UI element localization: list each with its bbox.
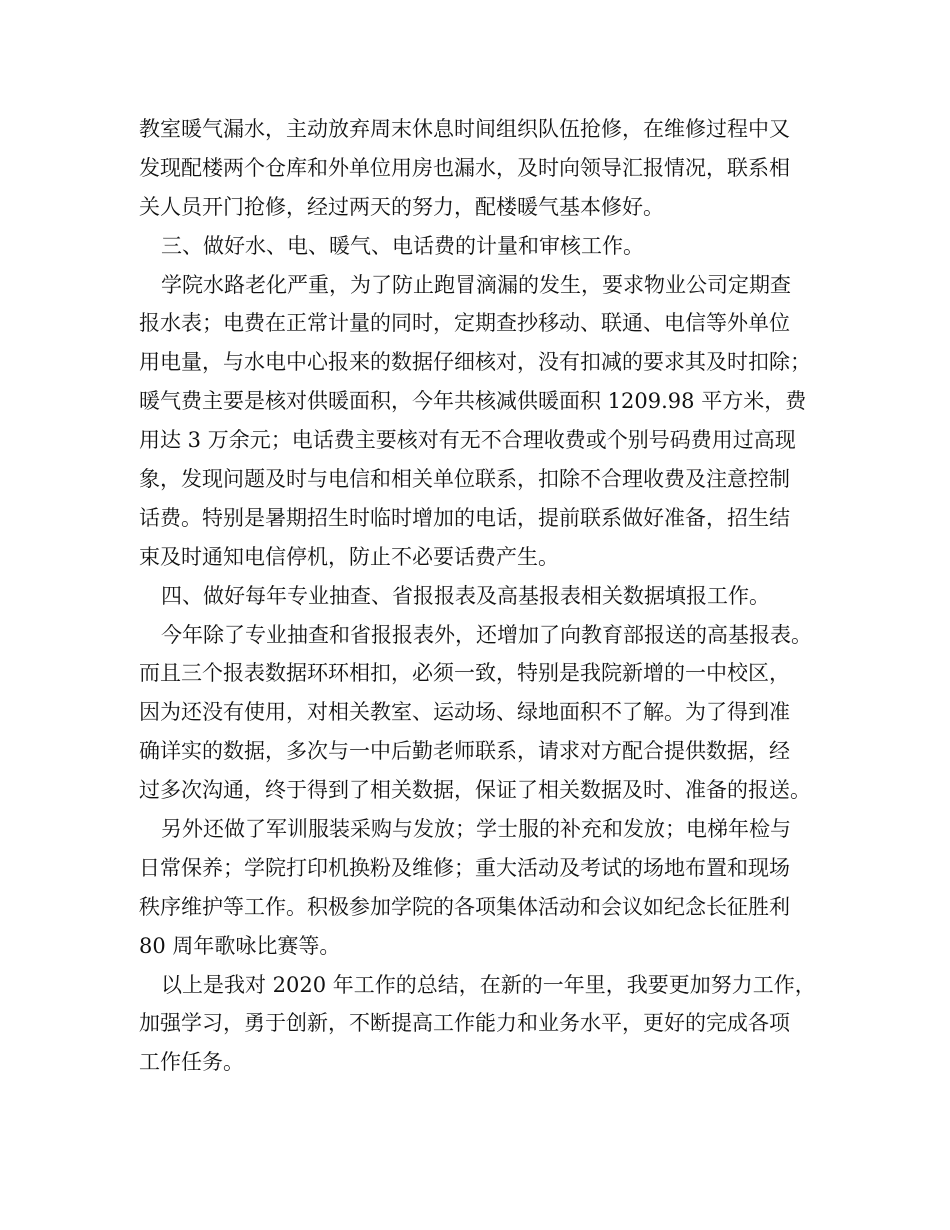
text-line: 学院水路老化严重，为了防止跑冒滴漏的发生，要求物业公司定期查 (161, 272, 791, 297)
text-line: 确详实的数据，多次与一中后勤老师联系，请求对方配合提供数据，经 (139, 739, 790, 764)
text-line: 秩序维护等工作。积极参加学院的各项集体活动和会议如纪念长征胜利 (139, 894, 790, 919)
text-line: 80 周年歌咏比赛等。 (139, 933, 341, 958)
text-line: 以上是我对 2020 年工作的总结，在新的一年里，我要更加努力工作， (161, 972, 816, 997)
text-line: 因为还没有使用，对相关教室、运动场、绿地面积不了解。为了得到准 (139, 700, 790, 725)
text-line: 暖气费主要是核对供暖面积，今年共核减供暖面积 1209.98 平方米，费 (139, 389, 807, 414)
text-line: 工作任务。 (139, 1050, 244, 1075)
text-line: 今年除了专业抽查和省报报表外，还增加了向教育部报送的高基报表。 (161, 622, 812, 647)
text-line: 关人员开门抢修，经过两天的努力，配楼暖气基本修好。 (139, 194, 664, 219)
text-line: 话费。特别是暑期招生时临时增加的电话，提前联系做好准备，招生结 (139, 505, 790, 530)
text-line: 用达 3 万余元；电话费主要核对有无不合理收费或个别号码费用过高现 (139, 428, 796, 453)
text-line: 报水表；电费在正常计量的同时，定期查抄移动、联通、电信等外单位 (139, 311, 790, 336)
text-line: 教室暖气漏水，主动放弃周末休息时间组织队伍抢修，在维修过程中又 (139, 117, 790, 141)
section-heading: 四、做好每年专业抽查、省报报表及高基报表相关数据填报工作。 (161, 583, 770, 608)
text-line: 发现配楼两个仓库和外单位用房也漏水，及时向领导汇报情况，联系相 (139, 155, 790, 180)
text-line: 加强学习，勇于创新，不断提高工作能力和业务水平，更好的完成各项 (139, 1011, 790, 1036)
text-line: 象，发现问题及时与电信和相关单位联系，扣除不合理收费及注意控制 (139, 467, 790, 492)
text-line: 束及时通知电信停机，防止不必要话费产生。 (139, 544, 559, 569)
text-line: 用电量，与水电中心报来的数据仔细核对，没有扣减的要求其及时扣除； (139, 350, 811, 375)
text-line: 而且三个报表数据环环相扣，必须一致，特别是我院新增的一中校区， (139, 661, 790, 686)
section-heading: 三、做好水、电、暖气、电话费的计量和审核工作。 (161, 233, 644, 258)
text-line: 过多次沟通，终于得到了相关数据，保证了相关数据及时、准备的报送。 (139, 778, 811, 803)
text-line: 另外还做了军训服装采购与发放；学士服的补充和发放；电梯年检与 (161, 817, 791, 842)
text-line: 日常保养；学院打印机换粉及维修；重大活动及考试的场地布置和现场 (139, 855, 790, 880)
document-body (139, 110, 829, 1082)
